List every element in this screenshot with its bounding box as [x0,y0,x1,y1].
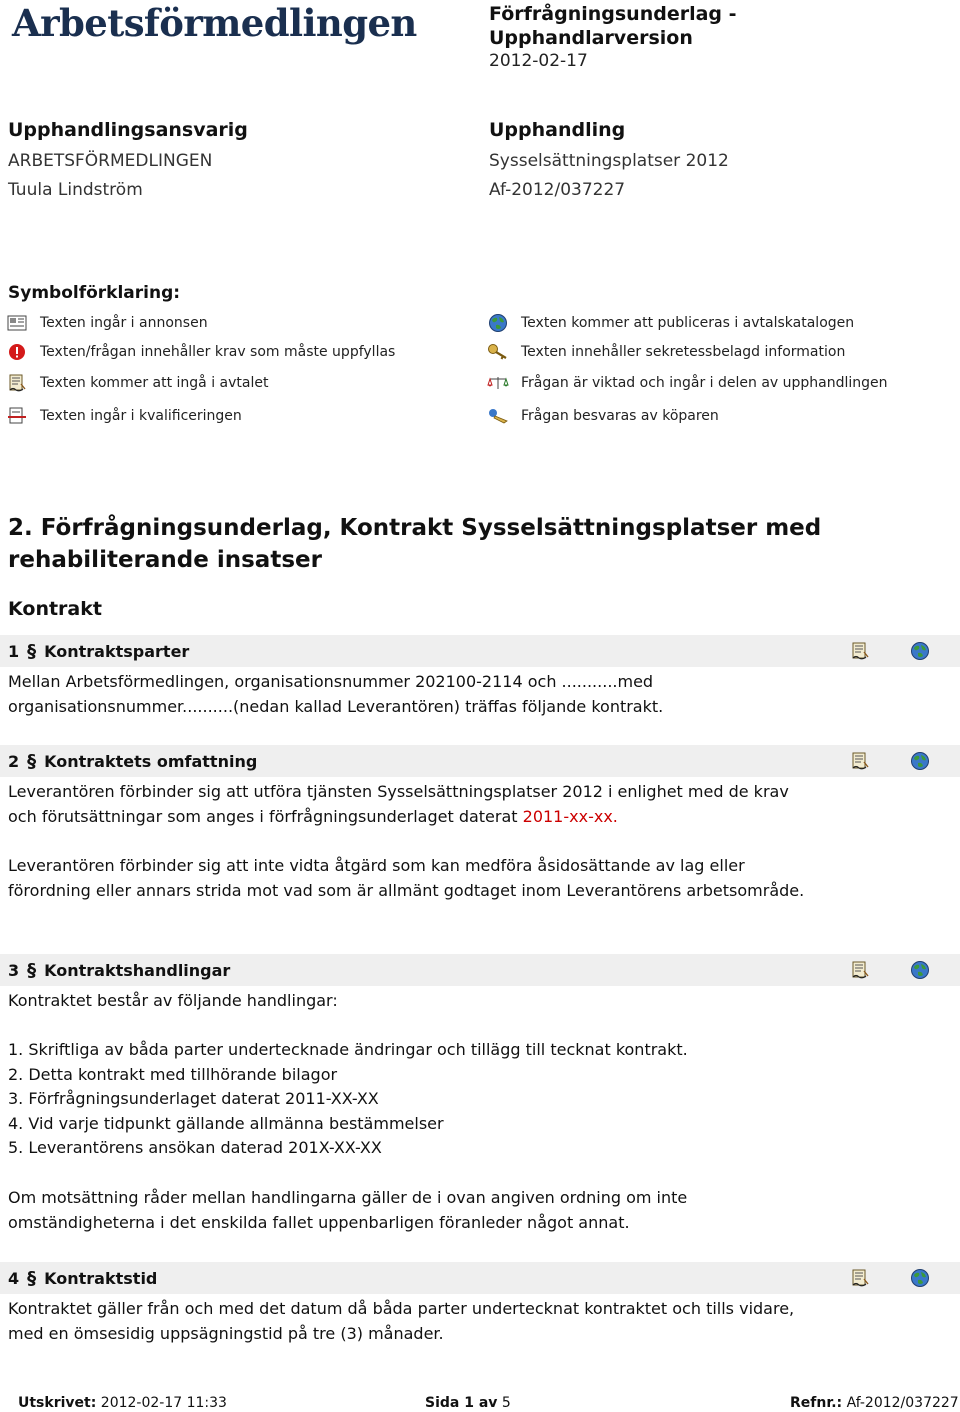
section-text: Kontraktet består av följande handlingar: [8,991,338,1010]
contract-icon [850,1268,870,1288]
section-sign: § [27,640,37,662]
globe-icon [910,751,930,771]
section-header-1 [0,635,960,667]
section-text: Mellan Arbetsförmedlingen, organisationsnummer 202100-2114 och ...........med organisationsnummer..........(nedan kallad Leverantören) träffas följande kontrakt. [8,672,664,716]
section-title: Kontraktshandlingar [44,960,231,980]
qualification-icon [6,406,28,426]
section-text: Om motsättning råder mellan handlingarna gäller de i ovan angiven ordning om inte omständigheterna i det enskilda fallet uppenbarligen föranleder något annat. [8,1188,688,1232]
responsible-heading: Upphandlingsansvarig [8,119,248,141]
legend-item [487,313,854,333]
section-text: Kontraktet gäller från och med det datum då båda parter undertecknat kontraktet och tills vidare, med en ömsesidig uppsägningstid på tre (3) månader. [8,1299,795,1343]
logo-text: Arbetsförmedlingen [12,1,417,45]
footer-printed [18,1395,227,1411]
buyer-answer-icon [487,406,509,426]
section-text: Leverantören förbinder sig att inte vidta åtgärd som kan medföra åsidosättande av lag eller förordning eller annars strida mot vad som är allmänt godtaget inom Leverantörens arbetsområde. [8,856,805,900]
section-header-3 [0,954,960,986]
legend-item [487,406,719,426]
legend-item [6,313,208,333]
exclamation-icon [6,342,28,362]
procurement-ref: Af-2012/037227 [489,180,626,200]
legend-item [487,373,888,393]
document-subtitle: Kontrakt [8,598,102,620]
section-title: Kontraktets omfattning [44,751,258,771]
globe-icon [487,313,509,333]
page-number: 1 [464,1395,474,1411]
globe-icon [910,641,930,661]
legend-label: Frågan är viktad och ingår i delen av upphandlingen [521,375,888,391]
legend-item [487,342,845,362]
key-icon [487,342,509,362]
legend-label: Texten/frågan innehåller krav som måste uppfyllas [40,344,396,360]
section-title: Kontraktsparter [44,641,190,661]
section-title: Kontraktstid [44,1268,158,1288]
footer-value: Af-2012/037227 [846,1395,959,1411]
responsible-org: ARBETSFÖRMEDLINGEN [8,151,213,171]
highlighted-date: 2011-xx-xx. [522,806,618,826]
procurement-heading: Upphandling [489,119,626,141]
section-text [8,780,808,829]
section-number: 4 [8,1268,20,1288]
section-header-4 [0,1262,960,1294]
legend-item [6,373,268,393]
section-icons [850,641,930,661]
footer-ref [790,1395,959,1411]
legend-label: Texten ingår i kvalificeringen [40,408,242,424]
document-title: 2. Förfrågningsunderlag, Kontrakt Sysselsättningsplatser med rehabiliterande insatser [8,515,822,573]
footer-label: Sida [425,1395,460,1411]
section-icons [850,751,930,771]
legend-label: Texten innehåller sekretessbelagd information [521,344,846,360]
list-item: 2. Detta kontrakt med tillhörande bilagor [8,1064,338,1084]
section-sign: § [27,959,37,981]
list-item: 5. Leverantörens ansökan daterad 201X-XX-XX [8,1138,382,1157]
contract-icon [850,751,870,771]
responsible-person: Tuula Lindström [8,180,143,200]
section-sign: § [27,750,37,772]
footer-label: Utskrivet: [18,1395,97,1411]
page-total: 5 [501,1395,511,1411]
section-icons [850,1268,930,1288]
list-item: 4. Vid varje tidpunkt gällande allmänna bestämmelser [8,1113,444,1133]
legend-label: Texten kommer att ingå i avtalet [40,375,269,391]
section-number: 2 [8,751,20,771]
contract-icon [850,641,870,661]
list-item: 1. Skriftliga av båda parter undertecknade ändringar och tillägg till tecknat kontrakt. [8,1040,688,1059]
legend-item [6,342,395,362]
legend-title: Symbolförklaring: [8,283,181,303]
newspaper-icon [6,313,28,333]
section-header-2 [0,745,960,777]
footer-page [425,1395,511,1411]
footer-label: av [478,1395,498,1411]
section-sign: § [27,1267,37,1289]
legend-label: Texten ingår i annonsen [40,315,208,331]
contract-icon [850,960,870,980]
globe-icon [910,960,930,980]
footer-label: Refnr.: [790,1395,843,1411]
legend-item [6,406,242,426]
contract-icon [6,373,28,393]
scale-icon [487,373,509,393]
section-number: 1 [8,641,20,661]
section-text-part: Leverantören förbinder sig att utföra tjänsten Sysselsättningsplatser 2012 i enlighet med de krav och förutsättningar som anges i förfrågningsunderlaget daterat [8,782,789,826]
logo [8,0,417,46]
section-icons [850,960,930,980]
footer-value: 2012-02-17 11:33 [100,1395,227,1411]
procurement-name: Sysselsättningsplatser 2012 [489,151,729,171]
list-item: 3. Förfrågningsunderlaget daterat 2011-XX-XX [8,1089,379,1108]
section-number: 3 [8,960,20,980]
document-list [8,1038,908,1161]
globe-icon [910,1268,930,1288]
document-type-title: Förfrågningsunderlag - Upphandlarversion [489,3,737,49]
legend-label: Frågan besvaras av köparen [521,408,719,424]
legend-label: Texten kommer att publiceras i avtalskatalogen [521,315,855,331]
document-date: 2012-02-17 [489,51,588,71]
